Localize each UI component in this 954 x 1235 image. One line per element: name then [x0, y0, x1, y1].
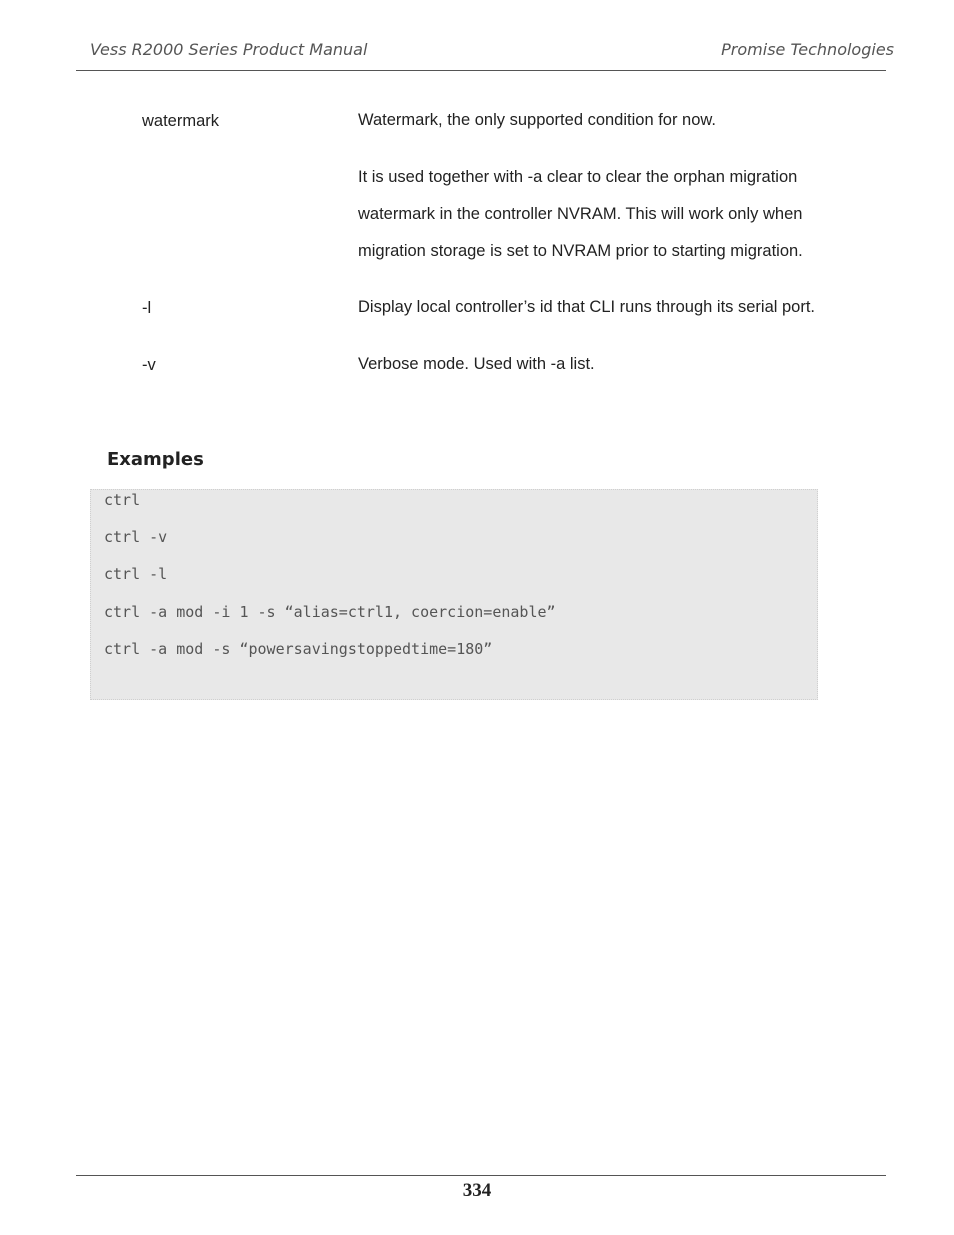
page-header: [76, 38, 894, 71]
company-name: Promise Technologies: [721, 40, 894, 59]
examples-heading: Examples: [107, 449, 204, 470]
description-line: Display local controller’s id that CLI runs through its serial port.: [358, 298, 816, 316]
parameter-description: [358, 346, 878, 383]
description-line: It is used together with -a clear to clear the orphan migration: [358, 168, 798, 186]
code-line: ctrl: [104, 491, 141, 509]
parameter-name: watermark: [142, 112, 220, 130]
footer-divider: [76, 1175, 886, 1176]
description-line: Watermark, the only supported condition for now.: [358, 111, 716, 129]
code-line: ctrl -a mod -i 1 -s “alias=ctrl1, coercion=enable”: [104, 603, 556, 621]
parameter-name: -v: [142, 356, 156, 374]
parameter-description: [358, 289, 878, 326]
parameter-description: [358, 102, 878, 270]
code-line: ctrl -v: [104, 528, 168, 546]
code-example-block: [90, 489, 818, 700]
code-line: ctrl -l: [104, 565, 168, 583]
code-line: ctrl -a mod -s “powersavingstoppedtime=180”: [104, 640, 493, 658]
description-spacer: [358, 139, 878, 159]
description-line: Verbose mode. Used with -a list.: [358, 355, 595, 373]
description-line: migration storage is set to NVRAM prior to starting migration.: [358, 242, 803, 260]
manual-title: Vess R2000 Series Product Manual: [90, 40, 368, 59]
description-line: watermark in the controller NVRAM. This will work only when: [358, 205, 803, 223]
parameter-name: -l: [142, 299, 152, 317]
page-number: 334: [462, 1180, 492, 1201]
